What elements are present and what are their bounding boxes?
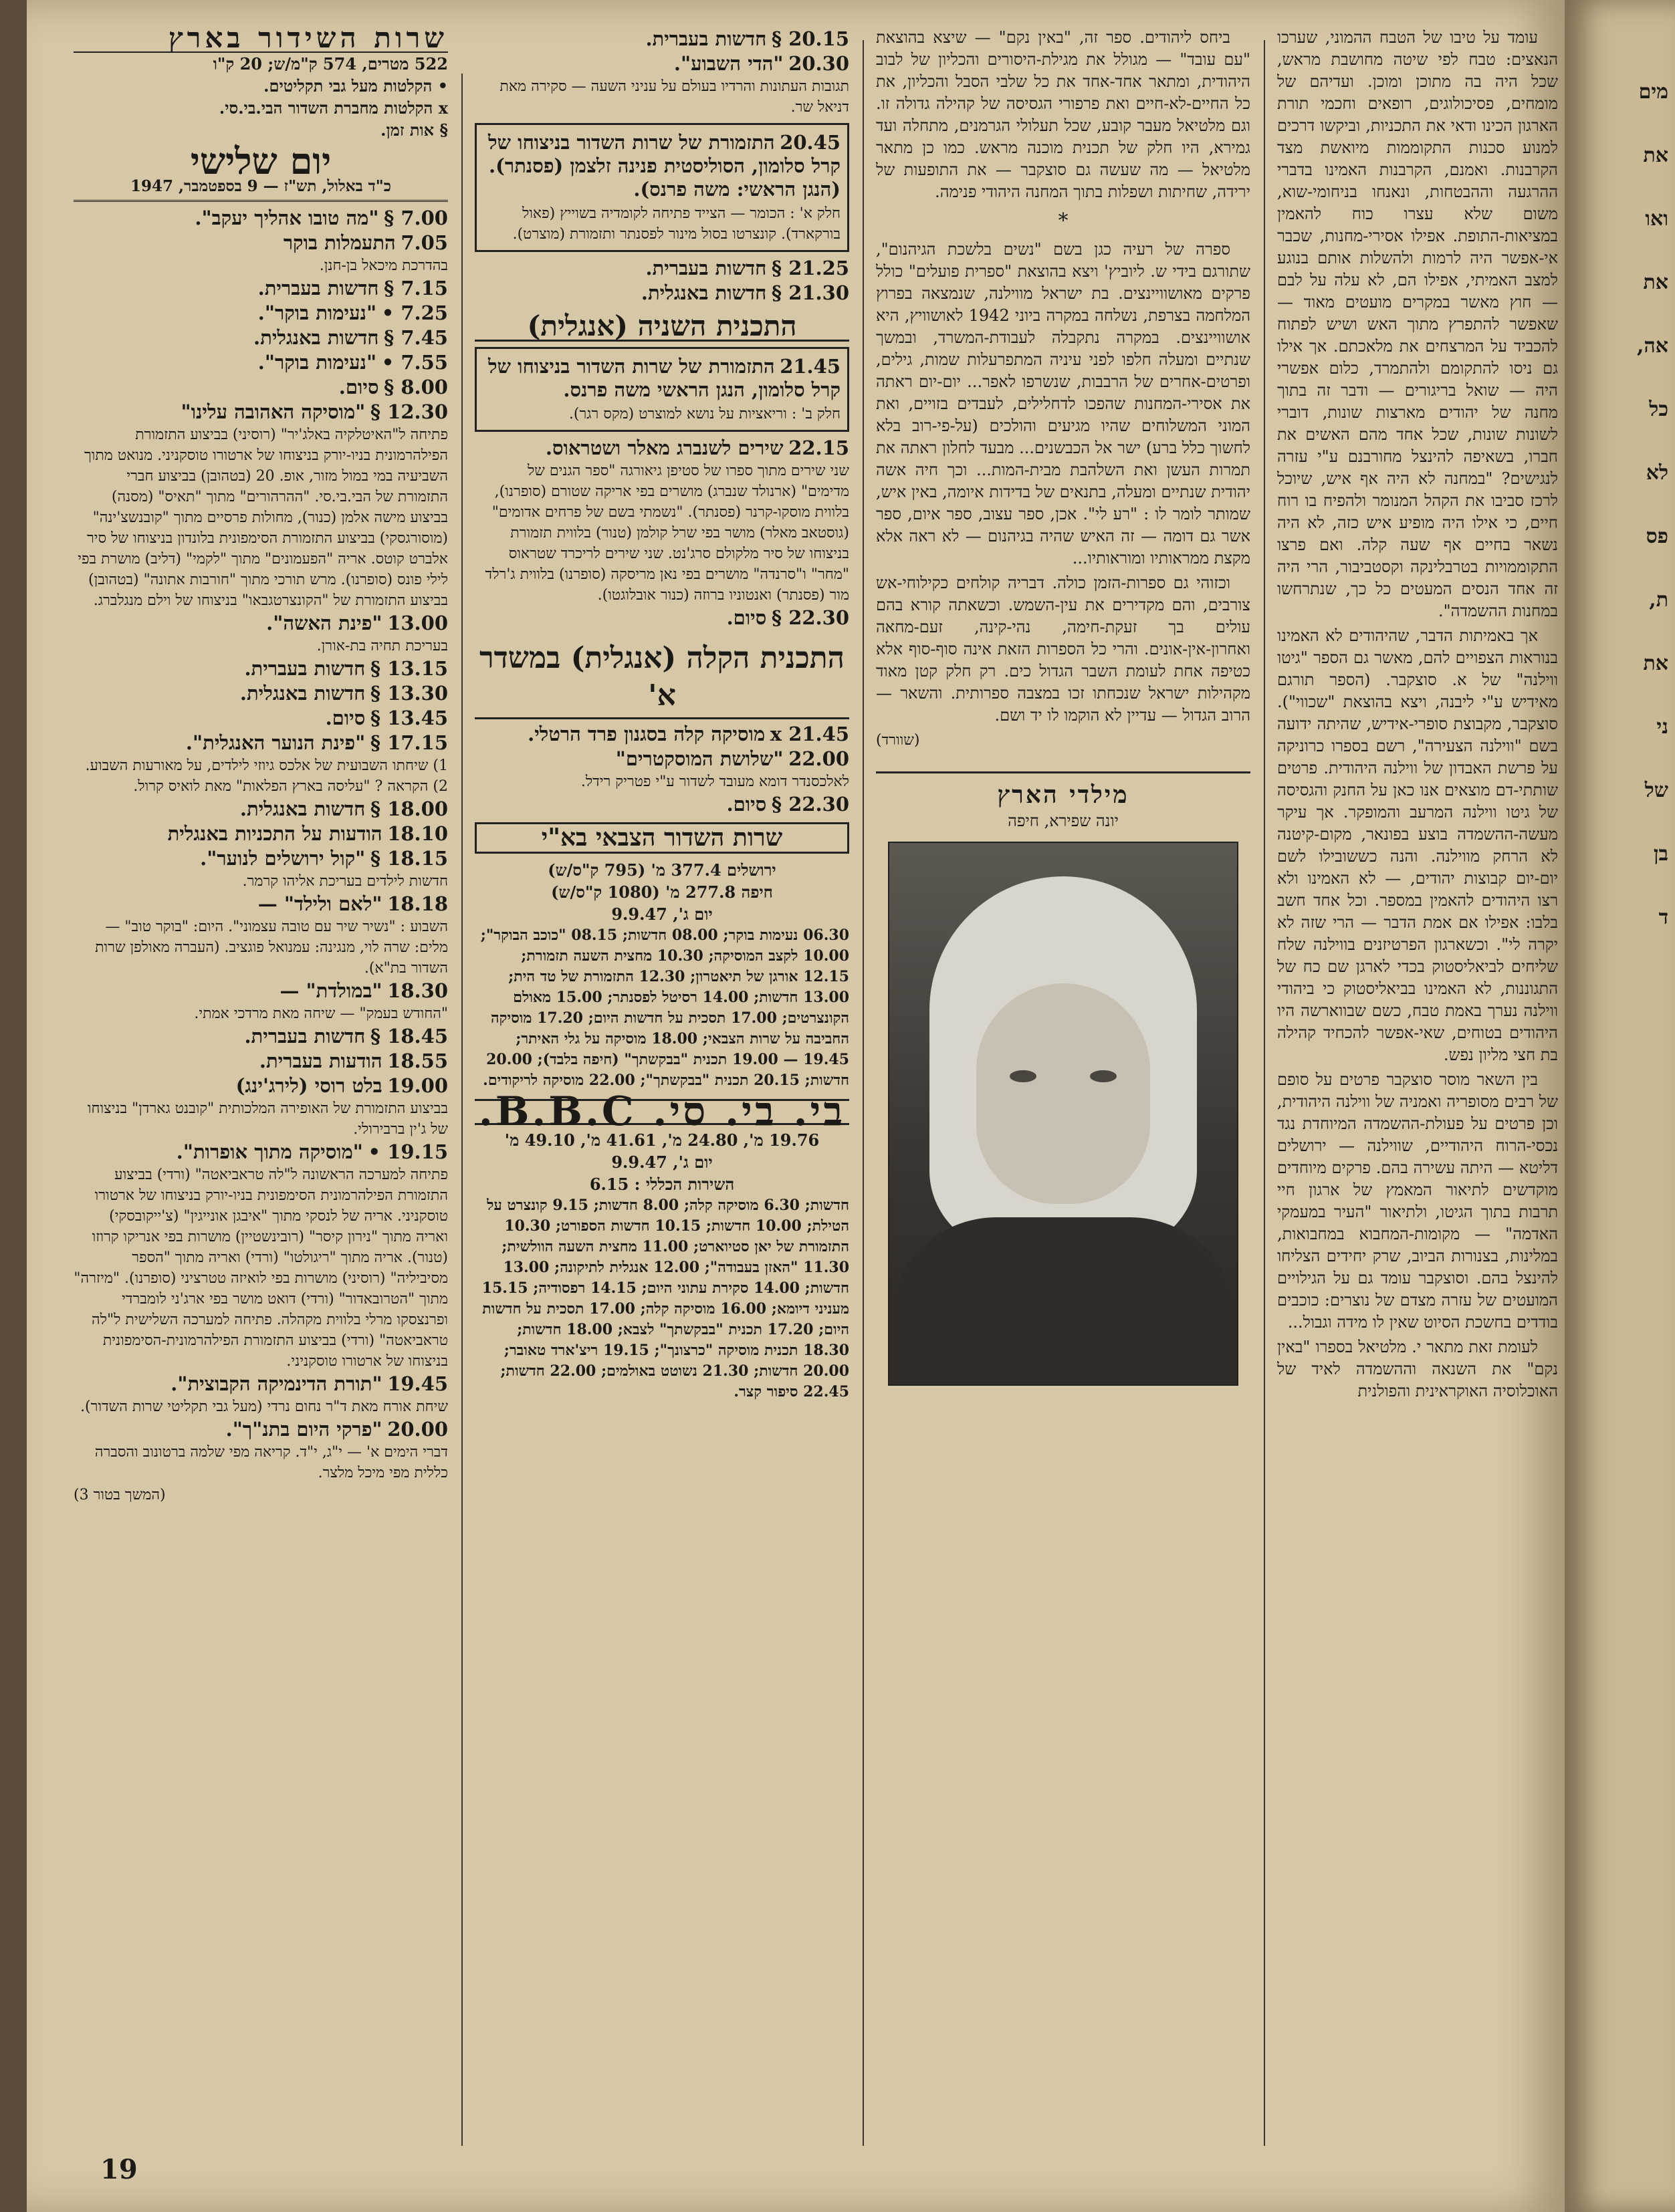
schedule-item [74, 277, 448, 301]
light-program-heading: התכנית הקלה (אנגלית) במשדר א' [475, 637, 849, 719]
schedule-item [475, 53, 849, 118]
box2-time: 21.45 [780, 355, 841, 378]
item-time: 18.30 [387, 979, 448, 1002]
item-description: "החודש בעמק" — שיחה מאת מרדכי אמתי. [194, 1005, 448, 1022]
schedule-item [74, 798, 448, 822]
adjacent-page-fragment: ני [1656, 715, 1668, 739]
legend-records: • הקלטות מעל גבי תקליטים. [263, 76, 448, 96]
schedule-item [475, 28, 849, 51]
programs-column [475, 27, 849, 2179]
photo-title: מילדי הארץ [876, 771, 1250, 806]
adjacent-page-fragment: אה, [1637, 334, 1668, 358]
bbc-sub2: יום ג', 9.9.47 [611, 1152, 713, 1172]
item-title: "נעימות בוקר". [257, 351, 377, 374]
item-time: 18.00 § [370, 797, 448, 820]
item-time: 18.18 [387, 892, 448, 915]
item-time: 18.10 [387, 822, 448, 845]
photo-caption: יונה שפירא, חיפה [1008, 812, 1119, 830]
item-description: בעריכת תחיה בת-אורן. [316, 638, 448, 654]
end-item [475, 607, 849, 630]
songs-time: 22.15 [788, 437, 849, 459]
item-title: חדשות בעברית. [244, 657, 366, 680]
schedule-item [475, 793, 849, 817]
schedule-item [74, 232, 448, 276]
item-description: השבוע : "נשיר שיר עם טובה עצמוני". היום: "בוקר טוב" — מלים: שרה לוי, מנגינה: עמנואל פוגציב. (העברה מאולפן שרות השדור בת"א). [95, 918, 448, 977]
end-time: 22.30 § [771, 606, 849, 629]
item-time: 13.00 [387, 612, 448, 634]
item-title: סיום. [726, 793, 767, 816]
bbc-text: חדשות; 6.30 מוסיקה קלה; 8.00 חדשות; 9.15 קונצרט על הטילת; 10.00 חדשות; 10.15 חדשות הספורט; 10.30 התזמורת של יאן סטיוארט; 11.00 מחצית השעה הוולשית; 11.30 "האזן בעבודה"; 12.00 אנגלית לתיקונה; 13.00 חדשות; 14.00 סקירת עתוני היום; 14.15 רפסודיה; 15.15 מעניני דיומא; 16.00 מוסיקה קלה; 17.00 תסכית על חדשות היום; 17.20 תכנית "בבקשתך" לצבא; 18.00 חדשות; 18.30 תכנית מוסיקה "כרצונך"; 19.15 ריצ'ארד טאובר; 20.00 חדשות; 21.30 נשוטט באולמים; 22.00 חדשות; 22.45 סיפור קצר. [481, 1197, 849, 1400]
item-title: חדשות בעברית. [645, 27, 767, 50]
page-number: 19 [100, 2154, 138, 2185]
item-description: חדשות לילדים בעריכת אליהו קרמר. [242, 873, 448, 890]
item-time: 18.55 [387, 1050, 448, 1072]
evening-list [475, 28, 849, 118]
item-description: בהדרכת מיכאל בן-חנן. [319, 257, 448, 274]
orchestra-box [475, 123, 849, 252]
item-title: הודעות על התכניות באנגלית [167, 822, 382, 845]
item-time: 22.00 [788, 747, 849, 770]
item-title: "מה טובו אהליך יעקב". [195, 207, 379, 229]
adjacent-page-fragment: את [1643, 652, 1668, 675]
item-time: 20.00 [387, 1418, 448, 1441]
item-description: 1) שיחתו השבועית של אלכס גיוזי לילדים, על מאורעות השבוע. 2) הקראה ? "עליסה בארץ הפלאות" מאת לואיס קרול. [85, 757, 448, 795]
schedule-item [74, 376, 448, 400]
schedule-masthead: שרות השידור בארץ [74, 27, 448, 53]
item-time: 7.15 § [384, 277, 448, 299]
schedule-item [74, 1025, 448, 1049]
item-description: בביצוע התזמורת של האופירה המלכותית "קובנט גארדן" בניצוחו של ג'ין ברבירולי. [87, 1100, 448, 1138]
bbc-sub1: 19.76 מ', 24.80 מ', 41.61 מ', 49.10 מ' [504, 1130, 820, 1150]
column-divider [461, 74, 463, 2146]
item-title: "שלושת המוסקטרים" [615, 747, 784, 770]
item-time: 19.00 [387, 1074, 448, 1097]
schedule-item [74, 658, 448, 681]
box1-desc: חלק א' : הכומר — הצייד פתיחה לקומדיה בשוייץ (פאול בורקארד). קונצרטו בסול מינור לפסנתר ותזמורת (מוצרט). [512, 205, 841, 243]
item-time: 13.45 § [370, 707, 448, 729]
songs-title: שירים לשנברג מאלר ושטראוס. [545, 437, 784, 459]
item-time: 21.45 x [770, 723, 849, 745]
item-title: "נעימות בוקר". [257, 301, 377, 324]
item-title: התעמלות בוקר [283, 231, 396, 254]
item-title: סיום. [325, 707, 366, 729]
light-list [475, 723, 849, 817]
item-title: בלט רוסי (לירג'ינג) [235, 1074, 382, 1097]
item-time: 22.30 § [771, 793, 849, 816]
army-sub1: ירושלים 377.4 מ' (795 ק"ס/ש) [548, 860, 776, 880]
item-description: פתיחה ל"האיטלקיה באלג'יר" (רוסיני) בביצוע התזמורת הפילהרמונית בניו-יורק בניצוחו של ארטורו טוסקניני. מנואט מתוך השביעיה במי במול מזור, אופ. 20 (בטהובן) בביצוע חברי התזמורת של הבי.בי.סי. "ההרהורים" מתוך "תאיס" (מסנה) בביצוע מישה אלמן (כנור), מחולות פרסיים מתוך "קובנשצ'ינה" (מוסורגסקי) בביצוע התזמורת הסימפונית בלונדון בניצוחו של סיר אלברט קוטס. אריה "הפעמונים" מתוך "לקמי" (דליב) מושרת בפי לילי פונס (סופרנו). מרש תורכי מתוך "חורבות אתונה" (בטהובן) בביצוע התזמורת של "הקונצרטגבאו" בניצוחו של וילם מנגלברג. [78, 426, 448, 609]
newspaper-page [27, 0, 1565, 2212]
schedule-item [74, 327, 448, 350]
schedule-item [74, 1419, 448, 1483]
item-time: 8.00 § [384, 376, 448, 398]
author-signature: (שוורד) [876, 732, 920, 749]
item-title: "הדי השבוע". [673, 52, 784, 75]
news-list [475, 257, 849, 305]
army-sub3: יום ג', 9.9.47 [611, 904, 713, 924]
box1-title: התזמורת של שרות השדור בניצוחו של קרל סלומון, הסוליסטית פנינה זלצמן (פסנתר). (הנגן הראשי: משה פרנס). [487, 131, 841, 201]
column-divider [863, 40, 864, 2146]
item-time: 7.45 § [384, 326, 448, 349]
radio-schedule-column [74, 27, 448, 2179]
army-sub2: חיפה 277.8 מ' (1080 ק"ס/ש) [551, 882, 773, 902]
item-title: "תורת הדינמיקה הקבוצית". [171, 1372, 382, 1395]
item-title: "מוסיקה מתוך אופרות". [176, 1140, 363, 1163]
day-title: יום שלישי [190, 140, 332, 182]
schedule-item [74, 823, 448, 846]
column-divider [1264, 40, 1265, 2146]
article-para: בין השאר מוסר סוצקבר פרטים על סופם של רבים מסופריה ואמניה של ווילנה היהודית, וכן פרטים על פעולת-ההשמדה המיוחדת נגד נכסי-הרוח היהודיים, שווילנה — ירושלים דליטא — היתה עשירה בהם. פרקים מיוחדים מוקדשים לתיאור המאמץ של ארגון חיי תרבות בתוך הגיטו, ולתיאור "העיר במעמקי האדמה" — מקומות-המחבוא במחבואות, במלינות, בצנורות הביוב, שרק יחידים הצליחו להינצל בהם. וסוצקבר עומד גם על הגילויים המועטים של עזרה מצדם של נוצרים: כוכבים בודדים בחשכת הסיוט שאין לו מידה וגבול... [1277, 1070, 1558, 1332]
item-time: 19.45 [387, 1372, 448, 1395]
schedule-item [74, 207, 448, 231]
item-time: 21.30 § [771, 281, 849, 304]
item-title: חדשות באנגלית. [239, 682, 366, 705]
item-time: 20.15 § [771, 27, 849, 50]
item-time: 20.30 [788, 52, 849, 75]
schedule-item [74, 1373, 448, 1417]
article-para: ספרה של רעיה כגן בשם "נשים בלשכת הגיהנום", שתורגם בידי ש. ליוביץ' ויצא בהוצאת "ספרית פועלים" כולל פרקים מאושוויינצים. בת ישראל מווילנה, שנמצאה בפרוץ המלחמה בצרפת, נשלחה במקרה ביוני 1942 לאושוויץ, היא אושוויינצים. במקרה נתקבלה לעבודת-המשרד, ובמשך שנתיים ומעלה חלפו לפני עיניה המתפרעלות שמות, גילים, ופרטים-אחרים של הרבבות, שנשרפו לאפר... יום-יום ראתה את אסירי-המחנות שהפכו לדחלילים, לעבדים בזויים, ואת המוני המשלוחים שהיו מגיעים והולכים (על-פי-רוב בלא לחשוך כלל ברע) ישר אל הכבשנים... מבעד לחלון ראתה את תמרות העשן ואת השלהבת מבית-המות... וכך חיה אשה יהודית שנתיים ומעלה, בתנאים של בדידות איומה, באין איש, שמותר לומר לו : "רע לי". אכן, ספר עצוב, ספר איום, ספר אשר גם דומה — זה האיש שהיה בגיהנום — לא ראה אלא מקצת ממראותיו ומוראותיו... [876, 240, 1250, 568]
item-title: חדשות באנגלית. [239, 797, 366, 820]
item-time: 19.15 • [368, 1140, 448, 1163]
adjacent-page-fragment: של [1644, 779, 1668, 802]
item-title: "במולדת" — [280, 979, 382, 1002]
adjacent-page-fragment: מים [1638, 80, 1668, 104]
box2-title: התזמורת של שרות השדור בניצוחו של קרל סלומון, הנגן הראשי משה פרנס. [487, 355, 841, 401]
item-title: חדשות בעברית. [257, 277, 379, 299]
item-title: חדשות באנגלית. [253, 326, 379, 349]
schedule-item [74, 1075, 448, 1140]
article-para: וכזוהי גם ספרות-הזמן כולה. דבריה קולחים כקילוחי-אש צורבים, והם מקדירים את עין-השמש. וכשאתה קורא בהם עולים בך זעקת-חימה, נהי-קינה, זעם-מחאה ואחרון-אין-אונים. והרי כל הספרות הזאת אינה סוף-סוף אלא כטיפה אחת לעומת השבר הגדול כים. רק חלק קטן מאוד מקהילות ישראל שנכחתו זכו במצבה ספרותית. והשאר — הרוב הגדול — עדיין לא הוקמו לו יד ושם. [876, 574, 1250, 725]
adjacent-page-fragment: את [1643, 144, 1668, 167]
item-title: "פינת הנוער האנגלית". [185, 731, 366, 754]
item-time: 21.25 § [771, 257, 849, 279]
box2-desc: חלק ב' : וריאציות על נושא למוצרט (מקס רגר). [568, 406, 841, 422]
section-star: * [1058, 209, 1069, 233]
second-program-box [475, 347, 849, 432]
adjacent-page-fragment: את [1643, 271, 1668, 294]
child-portrait-photo [888, 842, 1238, 1386]
frequency-line: 522 מטרים, 574 ק"מ/ש; 20 ק"ו [213, 54, 448, 74]
schedule-list [74, 207, 448, 1483]
schedule-item [74, 612, 448, 656]
item-title: "פרקי היום בתנ"ך". [225, 1418, 382, 1441]
schedule-item [74, 848, 448, 892]
box1-time: 20.45 [780, 131, 841, 154]
adjacent-page-fragment: ת, [1649, 588, 1668, 612]
schedule-item [74, 1141, 448, 1372]
adjacent-page-fragment: ואו [1645, 207, 1668, 231]
item-time: 17.15 § [370, 731, 448, 754]
schedule-item [74, 302, 448, 326]
adjacent-page-fragment: פס [1646, 525, 1668, 548]
adjacent-page-edge [1565, 0, 1675, 2212]
article-para: ביחס ליהודים. ספר זה, "באין נקם" — שיצא בהוצאת "עם עובד" — מגולל את מגילת-היסורים והכליון של לבוב היהודית, ומתאר אחד-אחד את כל שלבי הסבל והכליון, את כל החיים-לא-חיים ואת פרפורי הגסיסה של קהילה גדולה זו. וגם מלטיאל מעבר קובע, שכל תעלולי הגרמנים, מתחלה ועד גמירא, היו חלק של תכנית מוכנה מראש. כמו כן מתאר מלטיאל — מה שעשה גם סוצקבר — את התופעות של ירידה, שחיתות ושפלות בתוך המחנה היהודי פנימה. [876, 28, 1250, 201]
item-title: חדשות בעברית. [244, 1025, 366, 1048]
item-time: 13.30 § [370, 682, 448, 705]
item-time: 7.25 • [381, 301, 448, 324]
item-description: שיחת אורח מאת ד"ר נחום נרדי (מעל גבי תקליטי שרות השדור). [80, 1398, 448, 1415]
bbc-sub3: השירות הכללי : 6.15 [589, 1175, 735, 1194]
schedule-item [475, 282, 849, 305]
adjacent-page-fragment: בן [1653, 842, 1668, 866]
article-column-middle [876, 27, 1250, 2179]
article-column-right [1277, 27, 1558, 2179]
schedule-item [74, 683, 448, 706]
army-text: 06.30 נעימות בוקר; 08.00 חדשות; 08.15 "כוכב הבוקר"; 10.00 לקצב המוסיקה; 10.30 מחצית השעה תזמורת; 12.15 אורגן של תיאטרון; 12.30 התזמורת של טד הית; 13.00 חדשות; 14.00 רסיטל לפסנתר; 15.00 מאולם הקונצרטים; 17.00 תסכית על חדשות היום; 17.20 מוסיקה החביבה על שרות הצבאי; 18.00 מוסיקה על גלי האיתר; 19.45 — 19.00 תכנית "בבקשתך" (חיפה בלבד); 20.00 חדשות; 20.15 תכנית "בבקשתך"; 22.00 מוסיקה לריקודים. [480, 927, 849, 1089]
item-title: סיום. [338, 376, 379, 398]
item-title: חדשות באנגלית. [641, 281, 767, 304]
item-title: "קול ירושלים לנוער". [200, 847, 366, 870]
schedule-item [74, 732, 448, 797]
article-para: לעומת זאת מתאר י. מלטיאל בספרו "באין נקם" את השנאה וההשמדה לאיד של האוכלוסיה האוקראינית והפולנית [1277, 1338, 1558, 1400]
item-time: 13.15 § [370, 657, 448, 680]
schedule-item [74, 401, 448, 611]
item-title: "לאם ולילד" — [257, 892, 382, 915]
item-description: דברי הימים א' — י"ג, י"ד. קריאה מפי שלמה ברטונוב והסברה כללית מפי מיכל מלצר. [94, 1444, 448, 1481]
item-time: 7.00 § [384, 207, 448, 229]
article-para: אך באמיתות הדבר, שהיהודים לא האמינו בנוראות הצפויים להם, מאשר גם הספר "גיטו ווילנה" של א. סוצקבר. (הספר תורגם מאידיש ע"י ליבנה, ויצא בהוצאת "שכווי"). סוצקבר, מקבוצת סופרי-אידיש, שהיתה ידועה בשם "ווילנה הצעירה", רשם בספרו כרוניקה על פרשת האבדון של ווילנה היהודית. פרטים שותתי-דם מוצאים אנו כאן על החנק והגסיסה של גיטו ווילנה המרעב והמופקר. אך עיקר מעשה-ההשמדה בוצע בפונאר, מקום-קיטנה לא הרחק מווילנה. והנה כששובילו לשם יום-יום קבוצות יהודים, — לא האמינו ולא רצו היהודים להאמין במספר. וכל אחד חשב בלבו: אפילו אם אמת הדבר — הרי שזה לא יקרה לי". וכשארגון הפרטיזנים בווילנה שלח שליחים לביאליסטוק בכדי לארגן שם כח של התגוננות, לא האמינו בביאליסטוק כי ביהודי ווילנה נערך באמת טבח, כשם שבווארשה היו היהודים בטוחים, שאי-אפשר להכחיד קהילה בת חצי מליון נפש. [1277, 626, 1558, 1064]
adjacent-page-fragment: לא [1646, 461, 1668, 485]
schedule-item [475, 723, 849, 747]
adjacent-page-fragment: ד [1658, 906, 1668, 929]
schedule-item [475, 257, 849, 281]
schedule-item [74, 980, 448, 1024]
item-time: 12.30 § [370, 400, 448, 423]
item-title: מוסיקה קלה בסגנון פרד הרטלי. [528, 723, 766, 745]
item-time: 7.05 [401, 231, 448, 254]
legend-bbc: x הקלטות מחברת השדור הבי.בי.סי. [219, 98, 448, 118]
songs-desc: שני שירים מתוך ספרו של סטיפן גיאורגה "ספר הגנים של מדימים" (ארנולד שנברג) מושרים בפי אריקה שטורם (סופרנו), בלווית מוסקו-קרנר (פסנתר). "נשמתי בשם של פרחים אדומים" (גוסטאב מאלר) מושר בפי שרל קולמן (טנור) בלווית תזמורת בניצוחו של סיר מלקולם סרג'נט. שני שירים לריכרד שטראוס "מחר" ו"סרנדה" מושרים בפי נאן מריסקה (סופרנו) בלווית ג'רלד מור (פסנתר) ואנטוניו ברוזה (כנור אובלוגטו). [485, 463, 849, 604]
continued-note: (המשך בטור 3) [74, 1487, 166, 1503]
date-line: כ"ד באלול, תש"ז — 9 בספטמבר, 1947 [74, 175, 448, 202]
legend-time: § אות זמן. [380, 120, 448, 140]
end-title: סיום. [726, 606, 767, 629]
item-title: הודעות בעברית. [259, 1050, 382, 1072]
schedule-item [74, 1050, 448, 1074]
second-program-heading: התכנית השניה (אנגלית) [475, 312, 849, 342]
item-title: "פינת האשה". [266, 612, 382, 634]
schedule-item [74, 893, 448, 979]
item-title: "מוסיקה האהובה עלינו" [181, 400, 366, 423]
item-description: לאלכסנדר דומא מעובד לשדור ע"י פטריק רידל. [580, 773, 849, 790]
songs-item [475, 437, 849, 606]
item-description: תגובות העתונות והרדיו בעולם על עניני השעה — סקירה מאת דניאל שר. [499, 78, 849, 116]
item-title: חדשות בעברית. [645, 257, 767, 279]
item-time: 18.15 § [370, 847, 448, 870]
item-description: פתיחה למערכה הראשונה ל"לה טראביאטה" (ורדי) בביצוע התזמורת הפילהרמונית הסימפונית בניו-יורק בניצוחו של ארטורו טוסקניני. אריה של לנסקי מתוך "איבגן אונייגין" (צ'ייקובסקי) ואריה מתוך "נירון קיסר" (רובינשטיין) מושרות בפי אנריקו קרוזו (טנור). אריה מתוך "ריגולטו" (ורדי) ואריה מתוך "הספר מסיביליה" (רוסיני) מושרות בפי לואיזה טטרציני (סופרנו). "מיזרה" מתוך "הטרובאדור" (ורדי) דואט מושר בפי ארג'ני לומברדי ופרנצסקו מרלי בלווית מקהלה. פתיחה למערכה השלישית ל"לה טראביאטה" (ורדי) בביצוע התזמורת הפילהרמונית-הסימפונית בניצוחו של ארטורו טוסקניני. [74, 1166, 448, 1370]
schedule-item [74, 707, 448, 731]
item-time: 7.55 • [381, 351, 448, 374]
schedule-item [475, 748, 849, 792]
schedule-item [74, 352, 448, 375]
army-heading: שרות השדור הצבאי בא"י [475, 822, 849, 854]
item-time: 18.45 § [370, 1025, 448, 1048]
adjacent-page-fragment: כל [1649, 398, 1668, 421]
article-para: עומד על טיבו של הטבח ההמוני, שערכו הנאצים: טבח לפי שיטה מחושבת מראש, שכל היה בה מתוכן ומוכן. ועדיהם של מומחים, פסיכולוגים, רופאים וחכמי תורת הארגון הכינו ודאי את התכניות, וביקשו דרכים למנוע סכנות התקוממות מיואשת מצד הקרבנות. ואמנם, הקרבנות האמינו בדברי ההרגעה וההבטחות, ונאנחו בניחומי-שוא, משום שלא עצרו כוח להאמין במציאות-התופת. אפילו אסירי-מחנות, שכבר אי-אפשר היה לרמות ולהשלות אותם בנוגע למצב האמיתי, אפילו הם, לא עלה על לבם — חוץ מאשר במקרים מועטים מאוד — שאפשר להתפרץ מתוך האש ושיש לפתוח להכביד על המרצחים את מלאכתם. אך אילו גם ניסו להתקומם ולהתמרד, כלום אפשרי היה — שואל בריגורים — ודבר זה בתוך מחנה של יהודים מארצות שונות, דוברי לשונות שונות, שכל אחד מהם האשים את חברו, בשאיפה להינצל מחורבנם ע"י עזרה לנגישים? "במחנה לא היה אף איש, שיוכל לרכז סביבו את הקהל המנומר ולהפיח בו רוח חיים, כי אילו היה מופיע איש כזה, לא היה נשאר בחיים אף שעה קלה. ואם פרצו התקוממויות בטרבלינקה וקסטביבור, הרי היה זה אחד הנסים המעטים כל כך, שנתרחשו במחנות ההשמדה". [1277, 28, 1558, 620]
bbc-heading: בי. בי. סי. B.B.C. [475, 1099, 849, 1125]
